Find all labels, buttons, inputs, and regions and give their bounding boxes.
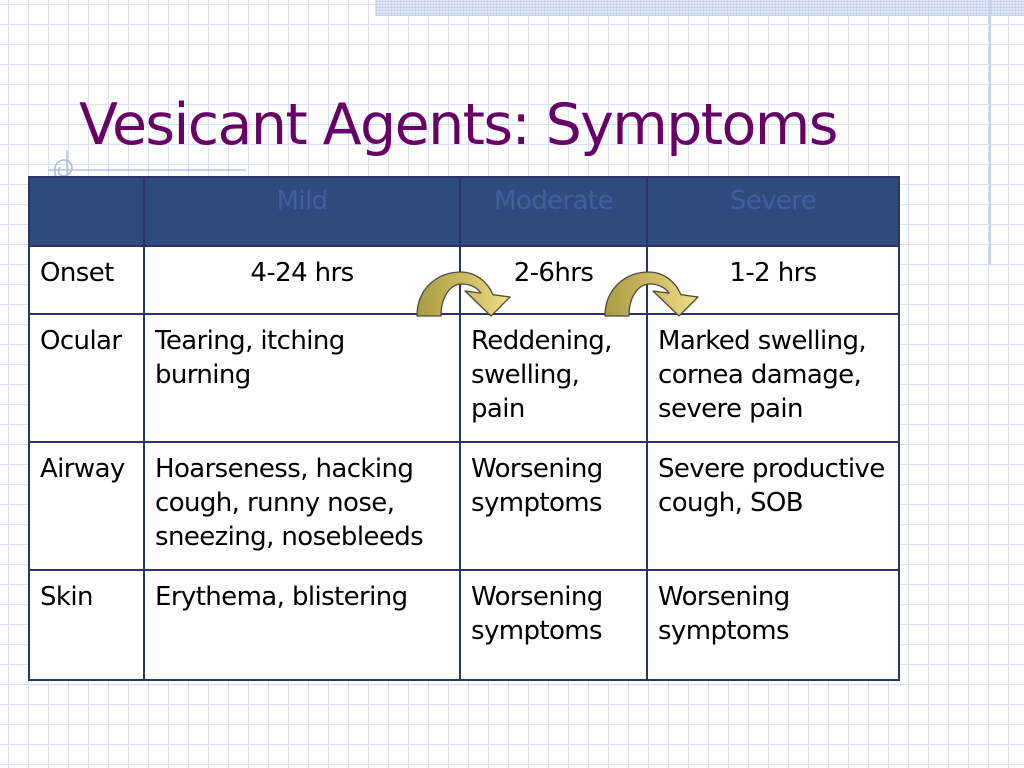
row-label-onset: Onset (30, 247, 145, 315)
cell-onset-mild: 4-24 hrs (145, 247, 461, 315)
header-cell-corner (30, 178, 145, 247)
cell-airway-mild: Hoarseness, hacking cough, runny nose, sneezing, nosebleeds (145, 443, 461, 571)
cell-ocular-mild: Tearing, itching burning (145, 315, 461, 443)
symptoms-table (28, 176, 900, 681)
row-label-skin: Skin (30, 571, 145, 679)
cell-skin-severe: Worsening symptoms (648, 571, 898, 679)
header-cell-moderate: Moderate (461, 178, 648, 247)
cell-skin-moderate: Worsening symptoms (461, 571, 648, 679)
cell-onset-moderate: 2-6hrs (461, 247, 648, 315)
cell-ocular-severe: Marked swelling, cornea damage, severe pain (648, 315, 898, 443)
header-cell-mild: Mild (145, 178, 461, 247)
header-cell-severe: Severe (648, 178, 898, 247)
cell-airway-severe: Severe productive cough, SOB (648, 443, 898, 571)
cell-onset-severe: 1-2 hrs (648, 247, 898, 315)
row-label-ocular: Ocular (30, 315, 145, 443)
cell-skin-mild: Erythema, blistering (145, 571, 461, 679)
cell-ocular-moderate: Reddening, swelling, pain (461, 315, 648, 443)
row-label-airway: Airway (30, 443, 145, 571)
cell-airway-moderate: Worsening symptoms (461, 443, 648, 571)
slide-title: Vesicant Agents: Symptoms (79, 92, 837, 158)
